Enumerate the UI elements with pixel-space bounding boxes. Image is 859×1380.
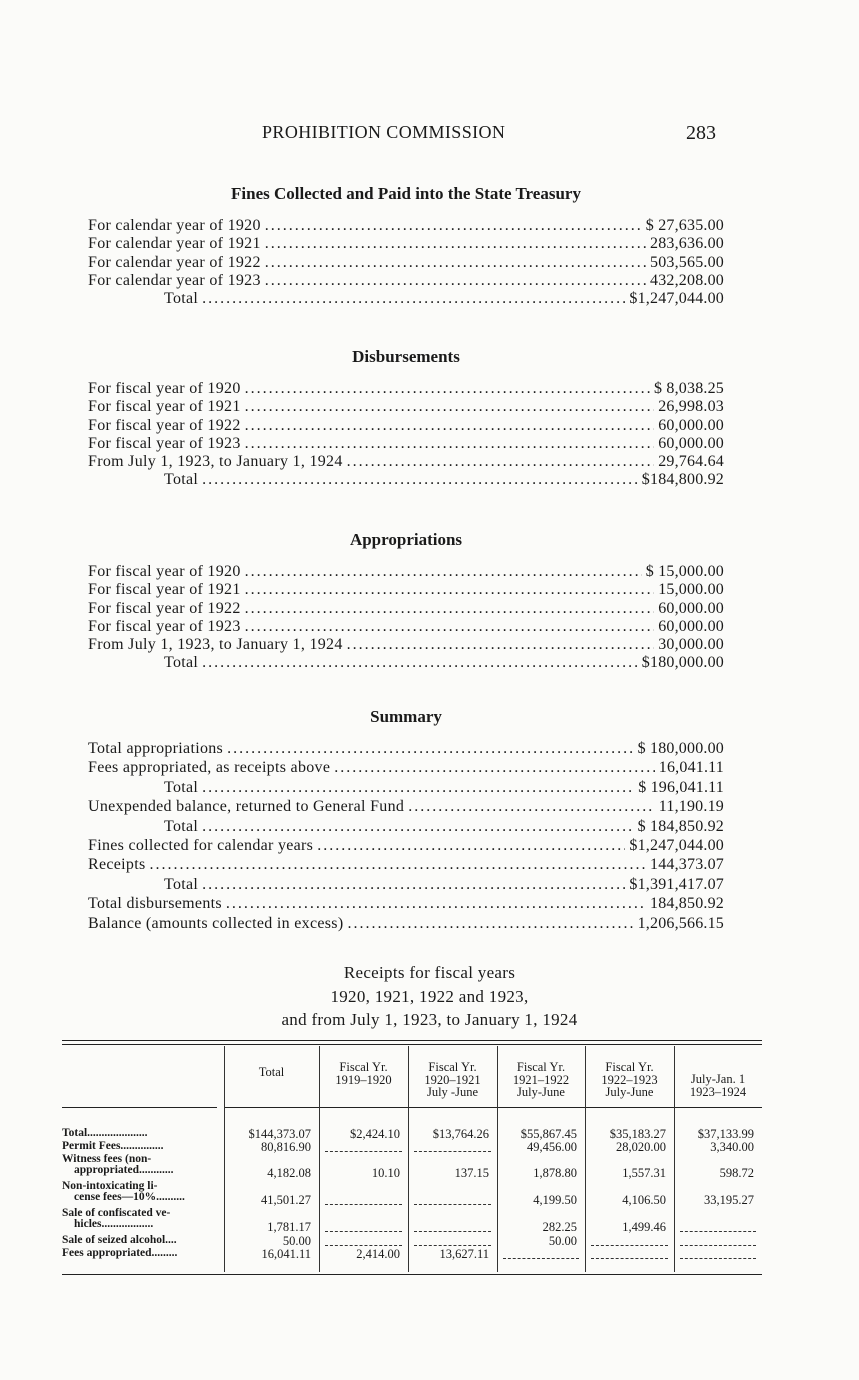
dot-leader bbox=[245, 581, 655, 599]
running-head bbox=[0, 122, 859, 148]
dot-leader bbox=[202, 875, 625, 894]
dot-leader bbox=[202, 778, 634, 797]
dot-leader bbox=[408, 797, 655, 816]
summary-row-amount: 11,190.19 bbox=[658, 798, 724, 816]
fines-section bbox=[88, 182, 724, 308]
row-label-text: Sale of confiscated ve- bbox=[62, 1207, 171, 1219]
dot-leader: .................. bbox=[101, 1218, 154, 1230]
table-cell: 13,627.11 bbox=[439, 1247, 489, 1261]
row-label bbox=[62, 1154, 216, 1176]
disbursements-rows bbox=[88, 380, 724, 490]
empty-cell-dash bbox=[325, 1204, 402, 1205]
row-label-text: Total bbox=[62, 1127, 88, 1139]
fines-row-label: For calendar year of 1920 bbox=[88, 217, 261, 234]
appropriations-row-label: From July 1, 1923, to January 1, 1924 bbox=[88, 636, 343, 654]
table-top-rule bbox=[62, 1044, 762, 1045]
disbursements-row bbox=[88, 471, 724, 489]
fines-row bbox=[88, 272, 724, 290]
dot-leader bbox=[202, 290, 625, 308]
disbursements-row-label: For fiscal year of 1920 bbox=[88, 380, 241, 397]
dot-leader bbox=[245, 435, 655, 453]
summary-row-label: Total bbox=[164, 778, 199, 796]
header-rule bbox=[62, 1107, 217, 1108]
appropriations-row bbox=[88, 636, 724, 654]
appropriations-row bbox=[88, 581, 724, 599]
empty-cell-dash bbox=[325, 1231, 402, 1232]
disbursements-row-amount: $184,800.92 bbox=[641, 471, 724, 489]
empty-cell-dash bbox=[325, 1245, 402, 1246]
empty-cell-dash bbox=[503, 1258, 579, 1259]
empty-cell-dash bbox=[591, 1258, 668, 1259]
dot-leader bbox=[245, 380, 650, 398]
column-header-line: Total bbox=[258, 1065, 285, 1079]
summary-row-amount: $ 196,041.11 bbox=[638, 778, 724, 796]
appropriations-section bbox=[88, 528, 724, 673]
empty-cell-dash bbox=[414, 1245, 491, 1246]
column-header bbox=[585, 1061, 674, 1099]
fines-heading: Fines Collected and Paid into the State Treasury bbox=[231, 184, 581, 203]
disbursements-row bbox=[88, 380, 724, 398]
summary-row-amount: 1,206,566.15 bbox=[637, 914, 724, 932]
summary-row-label: Unexpended balance, returned to General Fund bbox=[88, 798, 405, 816]
row-label-text: Non-intoxicating li- bbox=[62, 1180, 158, 1192]
table-cell: $144,373.07 bbox=[248, 1127, 311, 1141]
appropriations-row bbox=[88, 618, 724, 636]
disbursements-row bbox=[88, 435, 724, 453]
row-label bbox=[62, 1128, 216, 1139]
column-header-line: 1920–1921 bbox=[424, 1072, 481, 1087]
running-head-title: PROHIBITION COMMISSION bbox=[262, 122, 506, 142]
row-label-text: Permit Fees bbox=[62, 1140, 121, 1152]
summary-row-label: Total bbox=[164, 875, 199, 893]
dot-leader bbox=[334, 758, 655, 777]
receipts-table bbox=[62, 1040, 762, 1280]
row-label bbox=[62, 1248, 216, 1259]
fines-row-amount: 283,636.00 bbox=[650, 235, 724, 253]
row-label bbox=[62, 1141, 216, 1152]
dot-leader bbox=[347, 453, 655, 471]
table-cell: 1,557.31 bbox=[622, 1166, 666, 1180]
dot-leader bbox=[245, 563, 642, 581]
row-label bbox=[62, 1235, 216, 1246]
table-cell: 4,106.50 bbox=[622, 1193, 666, 1207]
fines-rows bbox=[88, 217, 724, 308]
appropriations-row-label: Total bbox=[164, 654, 199, 672]
column-header-line: Fiscal Yr. bbox=[605, 1060, 654, 1074]
column-header-line: Fiscal Yr. bbox=[428, 1060, 477, 1074]
summary-row-label: Total appropriations bbox=[88, 740, 224, 757]
column-header-line: 1922–1923 bbox=[601, 1072, 658, 1087]
disbursements-row-label: Total bbox=[164, 471, 199, 489]
appropriations-heading: Appropriations bbox=[349, 530, 463, 549]
dot-leader: ............... bbox=[120, 1140, 164, 1152]
row-label-text: Sale of seized alcohol bbox=[62, 1234, 166, 1246]
table-cell: 41,501.27 bbox=[261, 1193, 311, 1207]
table-cell: 50.00 bbox=[282, 1234, 311, 1248]
table-cell: 1,781.17 bbox=[267, 1220, 311, 1234]
summary-row-amount: 144,373.07 bbox=[650, 856, 724, 874]
table-bottom-rule bbox=[62, 1274, 762, 1275]
column-header-line: July-June bbox=[605, 1085, 654, 1099]
table-cell: 10.10 bbox=[371, 1166, 400, 1180]
receipts-caption-line: and from July 1, 1923, to January 1, 1924 bbox=[281, 1010, 578, 1029]
appropriations-row-label: For fiscal year of 1923 bbox=[88, 617, 241, 635]
fines-row bbox=[88, 217, 724, 235]
table-cell: 598.72 bbox=[719, 1166, 754, 1180]
disbursements-row-amount: 29,764.64 bbox=[658, 453, 724, 471]
receipts-caption bbox=[0, 961, 859, 1032]
table-cell: 3,340.00 bbox=[710, 1140, 754, 1154]
table-cell: $13,764.26 bbox=[432, 1127, 489, 1141]
dot-leader bbox=[347, 914, 633, 933]
fines-row bbox=[88, 254, 724, 272]
column-header bbox=[319, 1061, 408, 1086]
table-cell: 49,456.00 bbox=[527, 1140, 577, 1154]
disbursements-row-amount: 60,000.00 bbox=[658, 416, 724, 434]
row-label-line bbox=[62, 1128, 216, 1139]
column-header-line: 1921–1922 bbox=[512, 1072, 570, 1087]
table-cell: 28,020.00 bbox=[616, 1140, 666, 1154]
summary-row bbox=[88, 836, 724, 855]
appropriations-row-amount: 15,000.00 bbox=[658, 581, 724, 599]
row-label-text: appropriated bbox=[74, 1164, 139, 1176]
column-header bbox=[497, 1061, 585, 1099]
disbursements-section bbox=[88, 345, 724, 490]
empty-cell-dash bbox=[680, 1258, 756, 1259]
appropriations-row-amount: 30,000.00 bbox=[658, 636, 724, 654]
table-cell: 1,499.46 bbox=[622, 1220, 666, 1234]
column-header bbox=[224, 1066, 319, 1079]
table-cell: 4,199.50 bbox=[533, 1193, 577, 1207]
summary-heading: Summary bbox=[370, 707, 442, 726]
appropriations-row bbox=[88, 563, 724, 581]
dot-leader bbox=[265, 217, 642, 235]
disbursements-row bbox=[88, 453, 724, 471]
table-cell: 80,816.90 bbox=[261, 1140, 311, 1154]
disbursements-row-label: For fiscal year of 1923 bbox=[88, 434, 241, 452]
header-rule bbox=[224, 1107, 762, 1108]
fines-row-amount: 432,208.00 bbox=[650, 271, 724, 289]
row-label bbox=[62, 1208, 216, 1230]
dot-leader bbox=[227, 739, 634, 758]
table-cell: $55,867.45 bbox=[520, 1127, 577, 1141]
summary-row-label: Total disbursements bbox=[88, 895, 222, 913]
dot-leader bbox=[202, 817, 633, 836]
appropriations-row-label: For fiscal year of 1921 bbox=[88, 581, 241, 599]
empty-cell-dash bbox=[680, 1231, 756, 1232]
dot-leader: .......... bbox=[156, 1191, 185, 1203]
column-header-line: 1923–1924 bbox=[689, 1084, 747, 1099]
row-label-line bbox=[62, 1165, 216, 1176]
row-label-text: cense fees—10% bbox=[74, 1191, 157, 1203]
receipts-caption-line: 1920, 1921, 1922 and 1923, bbox=[330, 986, 529, 1006]
summary-rows bbox=[88, 739, 724, 933]
dot-leader bbox=[245, 618, 655, 636]
table-cell: 1,878.80 bbox=[533, 1166, 577, 1180]
row-label-text: Witness fees (non- bbox=[62, 1153, 152, 1165]
appropriations-row-label: For fiscal year of 1920 bbox=[88, 563, 241, 580]
table-cell: 33,195.27 bbox=[704, 1193, 754, 1207]
column-header bbox=[674, 1073, 762, 1098]
summary-row-label: Fines collected for calendar years bbox=[88, 836, 314, 854]
summary-row-label: Receipts bbox=[88, 856, 146, 874]
dot-leader bbox=[150, 855, 647, 874]
summary-row bbox=[88, 875, 724, 894]
row-label-line bbox=[62, 1192, 216, 1203]
disbursements-row-amount: 60,000.00 bbox=[658, 434, 724, 452]
appropriations-row bbox=[88, 600, 724, 618]
fines-row bbox=[88, 235, 724, 253]
dot-leader: .... bbox=[165, 1234, 177, 1246]
appropriations-row-amount: 60,000.00 bbox=[658, 599, 724, 617]
appropriations-row-amount: $ 15,000.00 bbox=[645, 563, 724, 580]
table-cell: 282.25 bbox=[542, 1220, 577, 1234]
empty-cell-dash bbox=[325, 1151, 402, 1152]
summary-row bbox=[88, 778, 724, 797]
column-header-line: Fiscal Yr. bbox=[516, 1060, 566, 1074]
dot-leader bbox=[245, 417, 655, 435]
summary-row bbox=[88, 914, 724, 933]
disbursements-row bbox=[88, 398, 724, 416]
table-cell: 4,182.08 bbox=[267, 1166, 311, 1180]
table-top-rule bbox=[62, 1040, 762, 1041]
row-label-line bbox=[62, 1248, 216, 1259]
fines-row-amount: 503,565.00 bbox=[650, 253, 724, 271]
disbursements-row-label: For fiscal year of 1921 bbox=[88, 398, 241, 416]
fines-row-amount: $1,247,044.00 bbox=[629, 290, 724, 308]
fines-row-label: For calendar year of 1921 bbox=[88, 235, 261, 253]
dot-leader bbox=[226, 894, 646, 913]
fines-row-label: For calendar year of 1923 bbox=[88, 271, 261, 289]
fines-row-label: For calendar year of 1922 bbox=[88, 253, 261, 271]
receipts-caption-line: Receipts for fiscal years bbox=[343, 963, 516, 982]
dot-leader: ............ bbox=[138, 1164, 174, 1176]
table-cell: 16,041.11 bbox=[261, 1247, 311, 1261]
empty-cell-dash bbox=[414, 1231, 491, 1232]
summary-section bbox=[88, 705, 724, 933]
column-header bbox=[408, 1061, 497, 1099]
appropriations-row bbox=[88, 654, 724, 672]
summary-row-label: Balance (amounts collected in excess) bbox=[88, 914, 344, 932]
disbursements-row-amount: $ 8,038.25 bbox=[654, 380, 724, 397]
summary-row-label: Total bbox=[164, 817, 199, 835]
column-header-line: July-Jan. 1 bbox=[690, 1072, 746, 1086]
row-label-line bbox=[62, 1219, 216, 1230]
summary-row-amount: 16,041.11 bbox=[658, 759, 724, 777]
disbursements-row bbox=[88, 417, 724, 435]
table-cell: $37,133.99 bbox=[697, 1127, 754, 1141]
row-label-line bbox=[62, 1235, 216, 1246]
summary-row-amount: $ 180,000.00 bbox=[637, 740, 724, 757]
table-cell: 50.00 bbox=[548, 1234, 577, 1248]
summary-row bbox=[88, 894, 724, 913]
summary-row bbox=[88, 758, 724, 777]
empty-cell-dash bbox=[591, 1245, 668, 1246]
dot-leader bbox=[245, 600, 655, 618]
summary-row bbox=[88, 797, 724, 816]
dot-leader bbox=[202, 654, 638, 672]
page-number: 283 bbox=[686, 122, 716, 144]
empty-cell-dash bbox=[414, 1204, 491, 1205]
summary-row bbox=[88, 855, 724, 874]
table-cell: 2,414.00 bbox=[356, 1247, 400, 1261]
appropriations-row-amount: $180,000.00 bbox=[641, 654, 724, 672]
summary-row-amount: $1,391,417.07 bbox=[629, 875, 724, 893]
dot-leader bbox=[265, 235, 646, 253]
table-cell: 137.15 bbox=[454, 1166, 489, 1180]
dot-leader bbox=[347, 636, 655, 654]
table-cell: $2,424.10 bbox=[350, 1127, 400, 1141]
dot-leader bbox=[265, 254, 646, 272]
dot-leader bbox=[317, 836, 625, 855]
dot-leader: ..................... bbox=[87, 1127, 148, 1139]
row-label-text: hicles bbox=[74, 1218, 102, 1230]
column-header-line: Fiscal Yr. bbox=[339, 1060, 388, 1074]
disbursements-row-label: For fiscal year of 1922 bbox=[88, 416, 241, 434]
disbursements-heading: Disbursements bbox=[352, 347, 460, 366]
column-header-line: July-June bbox=[517, 1085, 565, 1099]
disbursements-row-amount: 26,998.03 bbox=[658, 398, 724, 416]
summary-row-amount: 184,850.92 bbox=[650, 895, 724, 913]
row-label bbox=[62, 1181, 216, 1203]
fines-row-amount: $ 27,635.00 bbox=[645, 217, 724, 234]
empty-cell-dash bbox=[414, 1151, 491, 1152]
dot-leader bbox=[202, 471, 638, 489]
summary-row-amount: $ 184,850.92 bbox=[637, 817, 724, 835]
fines-row bbox=[88, 290, 724, 308]
table-cell: $35,183.27 bbox=[609, 1127, 666, 1141]
disbursements-row-label: From July 1, 1923, to January 1, 1924 bbox=[88, 453, 343, 471]
dot-leader bbox=[265, 272, 646, 290]
summary-row bbox=[88, 739, 724, 758]
appropriations-row-amount: 60,000.00 bbox=[658, 617, 724, 635]
dot-leader: ......... bbox=[151, 1247, 178, 1259]
appropriations-rows bbox=[88, 563, 724, 673]
summary-row bbox=[88, 817, 724, 836]
row-label-text: Fees appropriated bbox=[62, 1247, 152, 1259]
appropriations-row-label: For fiscal year of 1922 bbox=[88, 599, 241, 617]
dot-leader bbox=[245, 398, 655, 416]
column-header-line: 1919–1920 bbox=[335, 1072, 392, 1087]
row-label-line bbox=[62, 1141, 216, 1152]
summary-row-amount: $1,247,044.00 bbox=[629, 836, 724, 854]
summary-row-label: Fees appropriated, as receipts above bbox=[88, 759, 331, 777]
fines-row-label: Total bbox=[164, 290, 199, 308]
column-header-line: July -June bbox=[426, 1085, 479, 1099]
empty-cell-dash bbox=[680, 1245, 756, 1246]
